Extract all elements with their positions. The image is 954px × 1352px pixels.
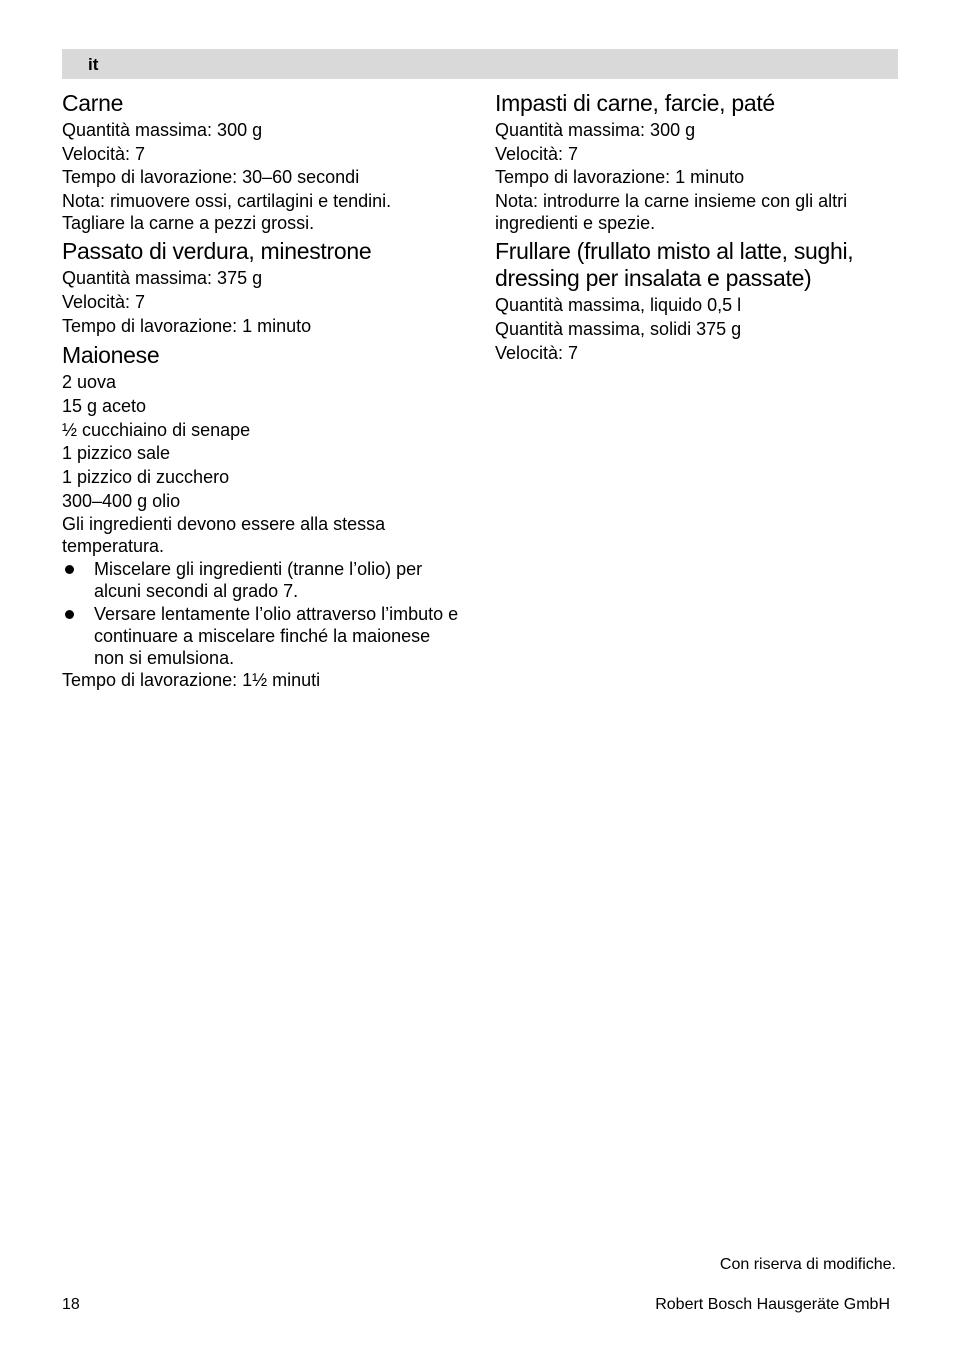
bullet-icon [65, 610, 74, 619]
passato-line: Tempo di lavorazione: 1 minuto [62, 315, 312, 336]
section-frullare [495, 238, 900, 365]
ingredient-line: 2 uova [62, 372, 117, 393]
frullare-line: Velocità: 7 [495, 342, 579, 363]
ingredient-line: 300–400 g olio [62, 490, 181, 511]
footer-note: Con riserva di modifiche. [719, 1256, 896, 1273]
ingredient-line: 1 pizzico di zucchero [62, 467, 230, 488]
maionese-steps [62, 558, 462, 669]
impasti-note: Nota: introdurre la carne insieme con gli altri ingredienti e spezie. [495, 191, 848, 234]
impasti-line: Tempo di lavorazione: 1 minuto [495, 167, 745, 188]
ingredient-line: ½ cucchiaino di senape [62, 419, 251, 440]
maionese-time: Tempo di lavorazione: 1½ minuti [62, 670, 321, 691]
passato-line: Velocità: 7 [62, 291, 146, 312]
carne-line: Nota: rimuovere ossi, cartilagini e tendini. [62, 191, 392, 212]
bullet-icon [65, 565, 74, 574]
carne-line: Velocità: 7 [62, 143, 146, 164]
impasti-line: Velocità: 7 [495, 143, 579, 164]
section-title-carne: Carne [62, 90, 124, 116]
carne-line: Tempo di lavorazione: 30–60 secondi [62, 167, 360, 188]
ingredient-line: 1 pizzico sale [62, 443, 171, 464]
step-item [62, 558, 462, 602]
carne-line: Tagliare la carne a pezzi grossi. [62, 213, 315, 234]
step-item [62, 603, 462, 669]
frullare-line: Quantità massima, solidi 375 g [495, 318, 742, 339]
right-column [495, 90, 900, 365]
section-title-impasti: Impasti di carne, farcie, paté [495, 90, 775, 116]
language-label: it [88, 55, 99, 74]
passato-line: Quantità massima: 375 g [62, 268, 263, 289]
step-text: Versare lentamente l’olio attraverso l’imbuto e continuare a miscelare finché la maionese non si emulsiona. [94, 604, 459, 669]
left-column [62, 90, 462, 693]
section-impasti [495, 90, 900, 234]
section-title-passato: Passato di verdura, minestrone [62, 238, 372, 265]
step-text: Miscelare gli ingredienti (tranne l’olio) per alcuni secondi al grado 7. [94, 559, 423, 602]
carne-line: Quantità massima: 300 g [62, 120, 263, 140]
section-title-maionese: Maionese [62, 342, 160, 369]
section-passato [62, 238, 462, 338]
language-bar [62, 49, 898, 79]
frullare-line: Quantità massima, liquido 0,5 l [495, 295, 742, 316]
impasti-line: Quantità massima: 300 g [495, 120, 696, 140]
maionese-note: Gli ingredienti devono essere alla stessa temperatura. [62, 514, 386, 557]
ingredient-line: 15 g aceto [62, 395, 147, 416]
page-number: 18 [62, 1296, 80, 1313]
section-carne [62, 90, 462, 234]
company-name: Robert Bosch Hausgeräte GmbH [655, 1296, 890, 1313]
section-title-frullare: Frullare (frullato misto al latte, sughi, dressing per insalata e passate) [495, 238, 854, 292]
section-maionese [62, 342, 462, 693]
